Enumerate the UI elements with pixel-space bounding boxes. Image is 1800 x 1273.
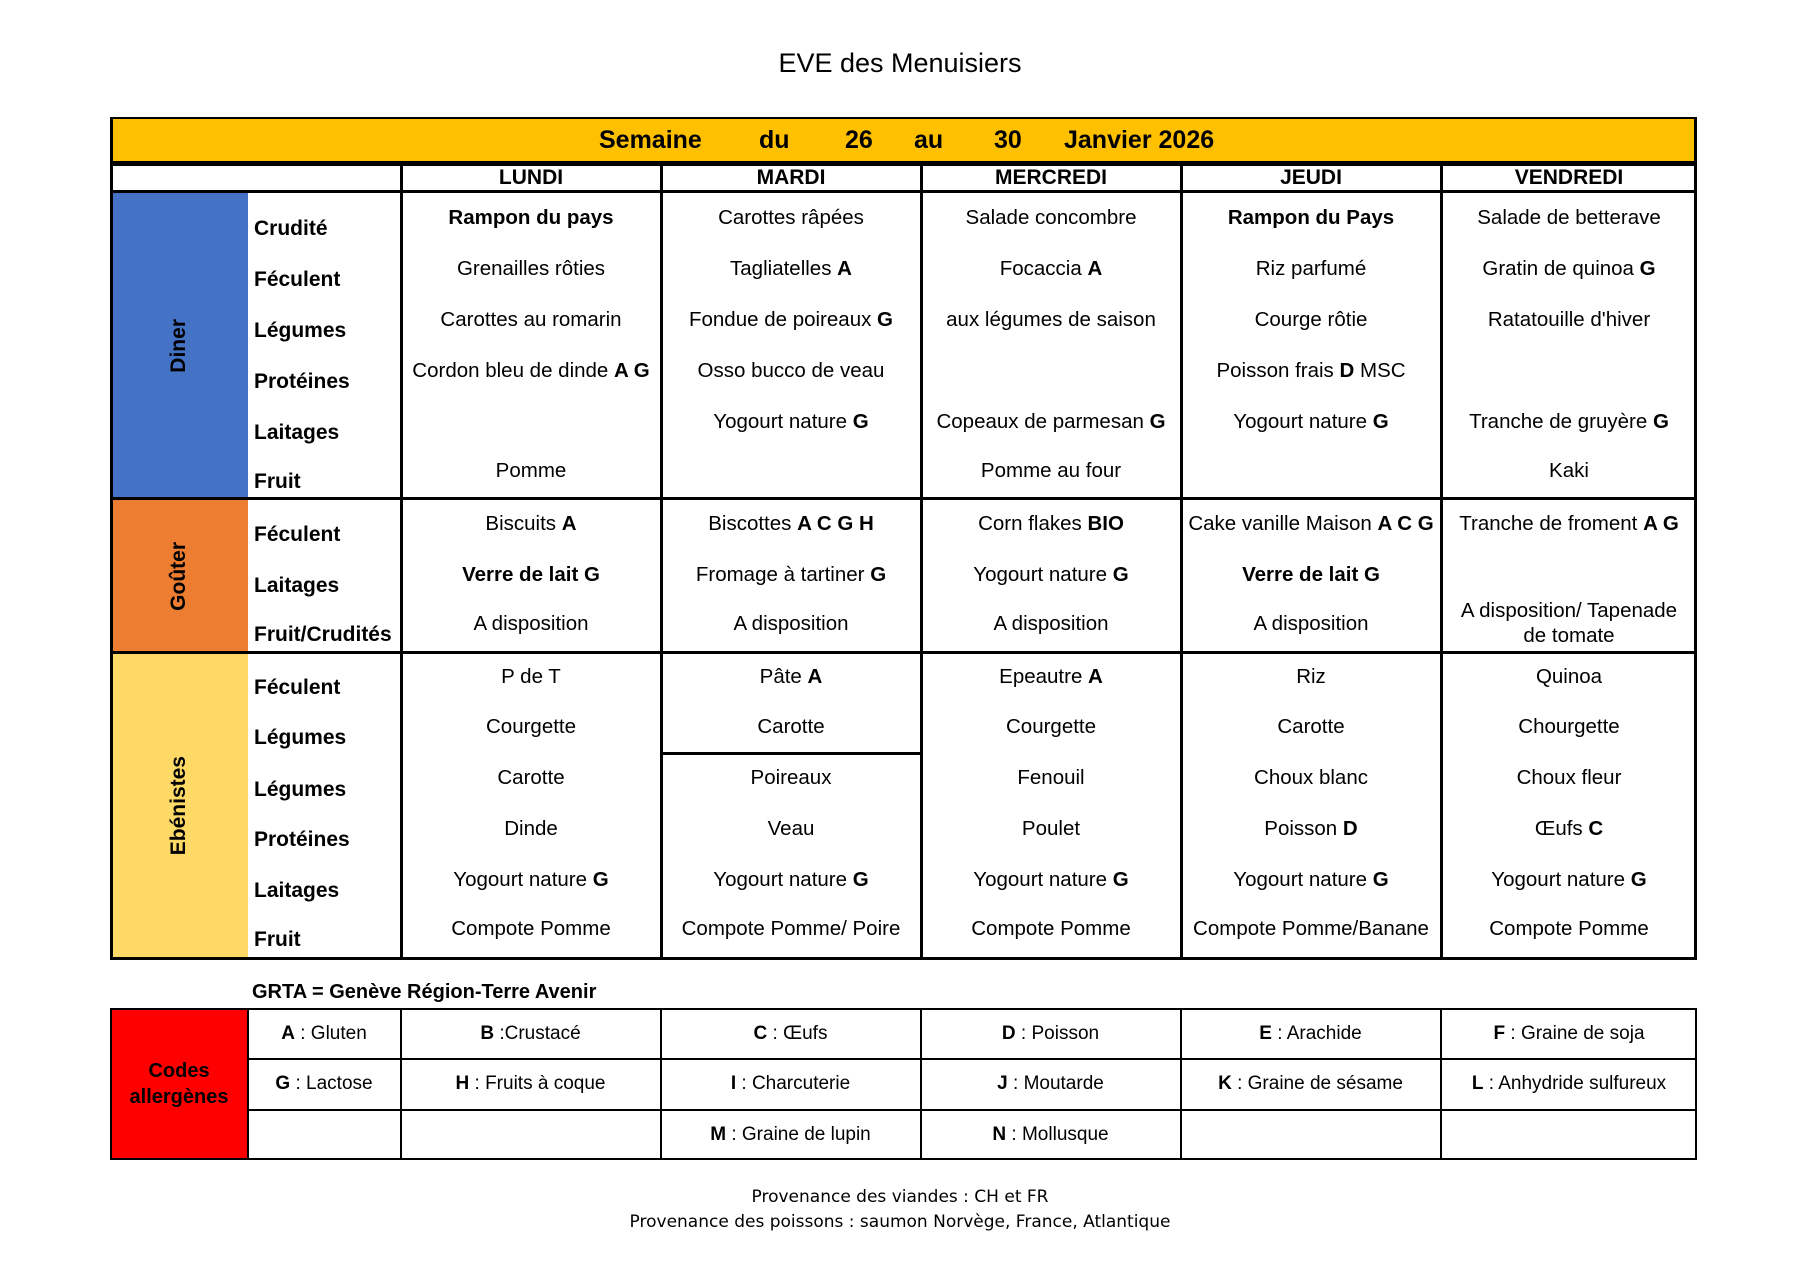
menu-item-code: G [852, 410, 869, 433]
menu-cell-diner-jeudi [1181, 247, 1441, 291]
week-semaine: Semaine [599, 126, 702, 154]
menu-item-text: Veau [767, 817, 815, 840]
row-label: Protéines [254, 370, 350, 393]
menu-item-code: A [1087, 257, 1103, 280]
menu-cell-ebenistes-mercredi [921, 655, 1181, 699]
allergen-code: B [480, 1023, 495, 1044]
allergen-name: Fruits à coque [485, 1073, 606, 1094]
week-du: du [759, 126, 790, 154]
allergen-code: E [1259, 1023, 1272, 1044]
allergen-name: Œufs [783, 1023, 828, 1044]
menu-item-text: Fromage à tartiner [695, 563, 871, 586]
menu-item-code: C [1588, 817, 1604, 840]
menu-item-text: Gratin de quinoa [1482, 257, 1640, 280]
menu-cell-ebenistes-mercredi [921, 756, 1181, 800]
menu-item-text: A disposition/ Tapenade de tomate [1460, 599, 1678, 647]
menu-item-text: Courge rôtie [1254, 308, 1368, 331]
menu-item-code: A [561, 512, 577, 535]
menu-cell-diner-lundi [401, 298, 661, 342]
menu-cell-ebenistes-vendredi [1441, 756, 1697, 800]
menu-item-code: G [877, 308, 893, 331]
menu-cell-ebenistes-vendredi [1441, 705, 1697, 749]
section-label-ebenistes: Ebénistes [167, 756, 190, 856]
menu-item-text: Compote Pomme [451, 917, 611, 940]
menu-item-text: Epeautre [999, 665, 1089, 688]
week-start-day: 26 [845, 126, 873, 154]
menu-item-text: A disposition [733, 612, 849, 635]
row-label: Laitages [254, 879, 340, 902]
menu-cell-diner-vendredi [1441, 298, 1697, 342]
menu-item-code: G [1372, 868, 1389, 891]
allergen-code: H [455, 1073, 470, 1094]
grid-line [248, 1109, 1697, 1111]
menu-item-text: Quinoa [1535, 665, 1603, 688]
menu-item-text: Carotte [1277, 715, 1345, 738]
menu-item-text: Biscottes [708, 512, 798, 535]
menu-item-text: Salade de betterave [1477, 206, 1661, 229]
row-label: Légumes [254, 778, 347, 801]
menu-cell-diner-mardi [661, 196, 921, 240]
grid-line [400, 163, 403, 959]
menu-cell-diner-lundi [401, 449, 661, 493]
grid-line [1694, 117, 1697, 959]
allergen-code: K [1218, 1073, 1232, 1094]
grid-line [400, 1008, 402, 1160]
menu-cell-diner-jeudi [1181, 298, 1441, 342]
menu-item-code: Verre de lait G [1242, 563, 1380, 586]
menu-cell-gouter-vendredi [1441, 598, 1697, 648]
menu-item-text: Compote Pomme [971, 917, 1131, 940]
menu-cell-diner-mercredi [921, 298, 1181, 342]
menu-item-text: A disposition [1253, 612, 1369, 635]
menu-cell-diner-jeudi [1181, 449, 1441, 493]
week-month: Janvier 2026 [1064, 126, 1215, 154]
menu-item-code: A [837, 257, 852, 280]
allergen-name: Graine de lupin [741, 1124, 871, 1145]
menu-cell-gouter-vendredi [1441, 502, 1697, 546]
allergen-code: F [1493, 1023, 1506, 1044]
menu-cell-ebenistes-vendredi [1441, 907, 1697, 951]
allergen-code: C [753, 1023, 768, 1044]
menu-item-code: G [870, 563, 887, 586]
menu-cell-ebenistes-mardi [661, 858, 921, 902]
menu-cell-ebenistes-lundi [401, 807, 661, 851]
menu-cell-diner-vendredi [1441, 449, 1697, 493]
menu-item-text: Carotte [757, 715, 825, 738]
menu-item-text: Tagliatelles [730, 257, 838, 280]
menu-item-text: Ratatouille d'hiver [1487, 308, 1651, 331]
allergen-code: G [275, 1073, 291, 1094]
allergen-name: Moutarde [1023, 1073, 1104, 1094]
week-end-day: 30 [994, 126, 1022, 154]
menu-cell-gouter-jeudi [1181, 602, 1441, 646]
menu-item-text: Riz parfumé [1255, 257, 1367, 280]
allergen-sep: : [726, 1124, 742, 1145]
allergen-code: D [1001, 1023, 1016, 1044]
menu-cell-gouter-lundi [401, 602, 661, 646]
menu-item-text: Compote Pomme/ Poire [681, 917, 901, 940]
menu-item-code: G [1112, 868, 1129, 891]
menu-cell-gouter-mardi [661, 602, 921, 646]
menu-item-text: Compote Pomme/Banane [1193, 917, 1429, 940]
day-header-jeudi: JEUDI [1280, 166, 1342, 189]
allergen-name: Graine de sésame [1247, 1073, 1403, 1094]
footer-fish-origin: Provenance des poissons : saumon Norvège, France, Atlantique [629, 1212, 1171, 1232]
menu-cell-ebenistes-vendredi [1441, 807, 1697, 851]
menu-cell-ebenistes-jeudi [1181, 756, 1441, 800]
menu-item-code: D [1342, 817, 1358, 840]
menu-cell-diner-vendredi [1441, 349, 1697, 393]
menu-cell-gouter-vendredi [1441, 553, 1697, 597]
menu-cell-ebenistes-jeudi [1181, 705, 1441, 749]
menu-cell-ebenistes-jeudi [1181, 907, 1441, 951]
allergen-sep: : [767, 1023, 784, 1044]
menu-cell-ebenistes-mardi [661, 655, 921, 699]
menu-item-code: G [1630, 868, 1647, 891]
allergen-name: Charcuterie [751, 1073, 851, 1094]
allergen-code: A [281, 1023, 295, 1044]
grid-line [1440, 1008, 1442, 1160]
grid-line [920, 1008, 922, 1160]
menu-item-text: Focaccia [999, 257, 1088, 280]
row-label: Légumes [254, 319, 347, 342]
allergen-title-line1: Codes [148, 1060, 210, 1082]
menu-item-text: Poireaux [750, 766, 832, 789]
day-header-mercredi: MERCREDI [994, 166, 1107, 189]
menu-item-text: A disposition [993, 612, 1109, 635]
menu-item-code: A G [1643, 512, 1679, 535]
menu-item-text: Biscuits [485, 512, 562, 535]
menu-cell-diner-vendredi [1441, 400, 1697, 444]
menu-item-code: G [1372, 410, 1389, 433]
menu-item-text: Carottes au romarin [440, 308, 622, 331]
row-label: Crudité [254, 217, 328, 240]
row-label: Légumes [254, 726, 347, 749]
menu-cell-diner-mardi [661, 400, 921, 444]
page-title: EVE des Menuisiers [778, 48, 1022, 78]
row-label: Protéines [254, 828, 350, 851]
allergen-code: L [1471, 1073, 1484, 1094]
menu-item-code: A [1088, 665, 1103, 688]
section-band-diner [110, 193, 248, 499]
menu-item-text: P de T [501, 665, 561, 688]
row-label: Féculent [254, 268, 341, 291]
menu-item-text: Choux blanc [1254, 766, 1368, 789]
menu-cell-ebenistes-jeudi [1181, 858, 1441, 902]
allergen-sep: : [290, 1073, 307, 1094]
grid-line [110, 651, 1697, 654]
menu-item-text: Poisson frais [1216, 359, 1340, 382]
allergen-sep: : [1483, 1073, 1499, 1094]
allergen-sep: : [736, 1073, 752, 1094]
menu-cell-diner-vendredi [1441, 196, 1697, 240]
menu-cell-diner-mardi [661, 298, 921, 342]
menu-item-text: Poisson [1264, 817, 1343, 840]
grid-line [110, 117, 113, 959]
footer-meat-origin: Provenance des viandes : CH et FR [751, 1187, 1049, 1207]
menu-item-code: G [1652, 410, 1669, 433]
menu-item-code: A [807, 665, 823, 688]
menu-item-text: Courgette [485, 715, 577, 738]
grid-line [920, 163, 923, 959]
menu-cell-ebenistes-mardi [661, 705, 921, 749]
menu-item-code: Rampon du Pays [1227, 206, 1395, 229]
grid-line [660, 1008, 662, 1160]
menu-item-text: Fenouil [1017, 766, 1085, 789]
allergen-sep: : [1015, 1023, 1032, 1044]
menu-item-code: G [592, 868, 609, 891]
menu-cell-diner-mercredi [921, 247, 1181, 291]
menu-item-text: Yogourt nature [973, 563, 1113, 586]
grta-note: GRTA = Genève Région-Terre Avenir [252, 981, 597, 1003]
menu-cell-ebenistes-mercredi [921, 705, 1181, 749]
allergen-code: J [997, 1073, 1008, 1094]
menu-cell-diner-mercredi [921, 449, 1181, 493]
menu-cell-diner-mercredi [921, 400, 1181, 444]
menu-cell-diner-lundi [401, 247, 661, 291]
menu-item-text: Yogourt nature [1233, 410, 1373, 433]
allergen-sep: : [1006, 1124, 1022, 1145]
menu-item-text: Salade concombre [965, 206, 1137, 229]
menu-item-text: Yogourt nature [973, 868, 1113, 891]
section-band-gouter [110, 499, 248, 653]
allergen-sep: : [294, 1023, 311, 1044]
allergen-sep: : [1505, 1023, 1521, 1044]
menu-item-text: Grenailles rôties [456, 257, 606, 280]
menu-item-text: Copeaux de parmesan [936, 410, 1150, 433]
menu-item-text: Poulet [1021, 817, 1081, 840]
menu-cell-ebenistes-lundi [401, 655, 661, 699]
menu-item-text: Tranche de froment [1459, 512, 1644, 535]
menu-cell-diner-mardi [661, 247, 921, 291]
menu-item-text: Yogourt nature [713, 868, 853, 891]
menu-cell-gouter-jeudi [1181, 553, 1441, 597]
grid-line [660, 163, 663, 959]
menu-item-text: Cake vanille Maison [1188, 512, 1378, 535]
menu-item-text: Carottes râpées [718, 206, 864, 229]
menu-item-code: D [1339, 359, 1355, 382]
menu-item-text: Yogourt nature [713, 410, 853, 433]
week-au: au [914, 126, 944, 154]
grid-line [1180, 1008, 1182, 1160]
menu-item-text: Osso bucco de veau [697, 359, 885, 382]
menu-cell-ebenistes-mardi [661, 756, 921, 800]
row-label: Fruit [254, 928, 301, 951]
menu-cell-diner-mardi [661, 349, 921, 393]
section-band-ebenistes [110, 653, 248, 959]
menu-item-text: Chourgette [1518, 715, 1620, 738]
menu-cell-gouter-mardi [661, 502, 921, 546]
menu-cell-diner-mercredi [921, 349, 1181, 393]
allergen-sep: : [469, 1073, 486, 1094]
menu-cell-gouter-mercredi [921, 602, 1181, 646]
allergen-table-border [110, 1008, 1697, 1160]
row-label: Fruit/Crudités [254, 623, 392, 646]
day-header-vendredi: VENDREDI [1514, 166, 1624, 189]
section-label-gouter: Goûter [167, 541, 190, 611]
menu-cell-diner-lundi [401, 400, 661, 444]
allergen-code: M [710, 1124, 727, 1145]
grid-line [248, 1058, 1697, 1060]
allergen-sep: : [1271, 1023, 1287, 1044]
menu-cell-ebenistes-lundi [401, 907, 661, 951]
menu-cell-diner-vendredi [1441, 247, 1697, 291]
menu-item-code: BIO [1087, 512, 1124, 535]
menu-item-code: A C G [1377, 512, 1434, 535]
menu-cell-diner-jeudi [1181, 196, 1441, 240]
menu-item-text: Cordon bleu de dinde [412, 359, 615, 382]
menu-item-text: Choux fleur [1516, 766, 1622, 789]
menu-item-code: Rampon du pays [448, 206, 614, 229]
menu-item-text: Pomme au four [980, 459, 1122, 482]
section-label-diner: Diner [167, 319, 190, 373]
menu-cell-diner-mardi [661, 449, 921, 493]
allergen-name: Graine de soja [1520, 1023, 1645, 1044]
allergen-code: I [730, 1073, 737, 1094]
menu-cell-ebenistes-vendredi [1441, 655, 1697, 699]
menu-cell-gouter-lundi [401, 553, 661, 597]
allergen-sep: : [1007, 1073, 1024, 1094]
allergen-name: Crustacé [504, 1023, 581, 1044]
allergen-title-line2: allergènes [129, 1086, 229, 1108]
row-label: Fruit [254, 470, 301, 493]
menu-item-text: Riz [1296, 665, 1326, 688]
menu-item-code: G [852, 868, 869, 891]
menu-cell-gouter-mardi [661, 553, 921, 597]
row-label: Féculent [254, 676, 341, 699]
grid-line [660, 752, 923, 755]
allergen-name: Anhydride sulfureux [1498, 1073, 1667, 1094]
row-label: Féculent [254, 523, 341, 546]
menu-cell-diner-mercredi [921, 196, 1181, 240]
allergen-code: N [992, 1124, 1007, 1145]
grid-line [1440, 163, 1443, 959]
week-banner [110, 117, 1697, 163]
menu-item-text: Tranche de gruyère [1469, 410, 1653, 433]
menu-item-text: Dinde [504, 817, 558, 840]
allergen-name: Poisson [1031, 1023, 1100, 1044]
menu-cell-gouter-mercredi [921, 553, 1181, 597]
menu-cell-ebenistes-lundi [401, 705, 661, 749]
grid-line [1180, 163, 1183, 959]
menu-item-text: A disposition [473, 612, 589, 635]
menu-item-text: Yogourt nature [453, 868, 593, 891]
menu-cell-diner-lundi [401, 349, 661, 393]
grid-line [247, 1008, 249, 1160]
menu-item-text: Yogourt nature [1233, 868, 1373, 891]
row-label: Laitages [254, 574, 340, 597]
menu-item-code: G [1149, 410, 1166, 433]
menu-item-text: Compote Pomme [1489, 917, 1649, 940]
allergen-sep: : [1231, 1073, 1248, 1094]
menu-item-text: Corn flakes [978, 512, 1088, 535]
menu-item-text: Pomme [495, 459, 567, 482]
menu-cell-ebenistes-mercredi [921, 858, 1181, 902]
menu-cell-diner-jeudi [1181, 400, 1441, 444]
menu-cell-ebenistes-mardi [661, 907, 921, 951]
allergen-sep: : [494, 1023, 505, 1044]
menu-item-suffix: MSC [1354, 359, 1406, 382]
menu-item-text: Kaki [1549, 459, 1589, 482]
allergen-name: Arachide [1286, 1023, 1362, 1044]
allergen-name: Gluten [310, 1023, 367, 1044]
grid-line [110, 497, 1697, 500]
menu-item-code: Verre de lait G [462, 563, 600, 586]
grid-line [110, 957, 1697, 960]
menu-item-text: Fondue de poireaux [688, 308, 878, 331]
menu-cell-gouter-lundi [401, 502, 661, 546]
row-label: Laitages [254, 421, 340, 444]
allergen-name: Lactose [306, 1073, 373, 1094]
menu-cell-ebenistes-lundi [401, 756, 661, 800]
menu-item-text: Pâte [759, 665, 808, 688]
menu-cell-ebenistes-vendredi [1441, 858, 1697, 902]
menu-cell-ebenistes-mardi [661, 807, 921, 851]
menu-cell-ebenistes-mercredi [921, 807, 1181, 851]
menu-cell-ebenistes-mercredi [921, 907, 1181, 951]
menu-cell-ebenistes-jeudi [1181, 807, 1441, 851]
menu-cell-ebenistes-lundi [401, 858, 661, 902]
menu-item-text: Carotte [497, 766, 565, 789]
menu-cell-diner-jeudi [1181, 349, 1441, 393]
menu-item-text: Œufs [1534, 817, 1589, 840]
menu-cell-ebenistes-jeudi [1181, 655, 1441, 699]
menu-item-code: A G [614, 359, 650, 382]
menu-item-text: Courgette [1005, 715, 1097, 738]
menu-cell-gouter-mercredi [921, 502, 1181, 546]
menu-cell-gouter-jeudi [1181, 502, 1441, 546]
menu-cell-diner-lundi [401, 196, 661, 240]
menu-item-text: aux légumes de saison [946, 308, 1156, 331]
menu-item-text: Yogourt nature [1491, 868, 1631, 891]
day-header-mardi: MARDI [756, 166, 826, 189]
menu-item-code: A C G H [797, 512, 874, 535]
menu-item-code: G [1112, 563, 1129, 586]
allergen-name: Mollusque [1021, 1124, 1109, 1145]
menu-item-code: G [1639, 257, 1656, 280]
day-header-lundi: LUNDI [498, 166, 564, 189]
